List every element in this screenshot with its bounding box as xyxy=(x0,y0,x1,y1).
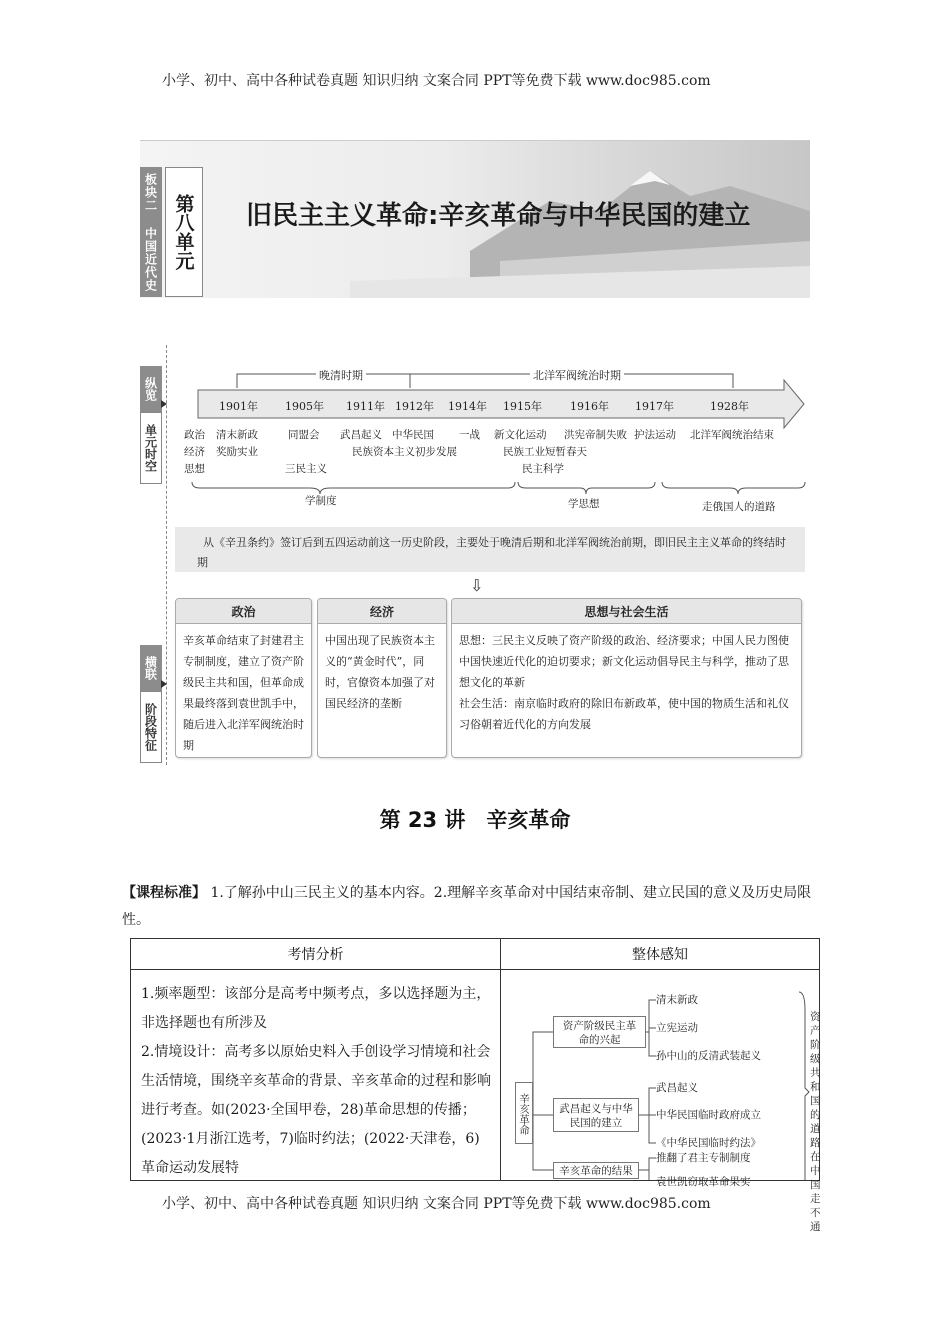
timeline-event: 北洋军阀统治结束 xyxy=(690,429,774,441)
unit-title: 旧民主主义革命:辛亥革命与中华民国的建立 xyxy=(246,201,751,231)
exam-analysis-text: 1.频率题型：该部分是高考中频考点，多以选择题为主，非选择题也有所涉及 2.情境设计：高考多以原始史料入手创设学习情境和社会生活情境，围绕辛亥革命的背景、辛亥革命的过程和影响进行考查。如(2023·全国甲卷，28)革命思想的传播；(2023·1月浙江选考，7)临时约法；(2022·天津卷，6)革命运动发展特 xyxy=(141,986,491,1176)
page-footer: 小学、初中、高中各种试卷真题 知识归纳 文案合同 PPT等免费下载 www.doc985.com xyxy=(162,1196,711,1212)
side-divider xyxy=(166,345,167,765)
timeline-event: 护法运动 xyxy=(634,429,676,441)
timeline-year: 1912年 xyxy=(395,400,434,413)
bracket-label: 走俄国人的道路 xyxy=(702,501,776,513)
course-standard xyxy=(122,880,822,934)
card-thought-title: 思想与社会生活 xyxy=(452,599,801,624)
mindmap-leaf: 立宪运动 xyxy=(656,1022,698,1034)
timeline-event: 民族工业短暂春天 xyxy=(503,446,587,458)
table-header-overview: 整体感知 xyxy=(501,939,820,970)
bracket-label: 学制度 xyxy=(305,495,337,507)
mindmap-leaf: 中华民国临时政府成立 xyxy=(656,1109,761,1121)
tab-pointer-icon xyxy=(161,680,167,688)
stage-summary: 从《辛丑条约》签订后到五四运动前这一历史阶段，主要处于晚清后期和北洋军阀统治前期，即旧民主主义革命的终结时期 xyxy=(175,527,805,572)
down-arrow-icon: ⇩ xyxy=(470,576,484,595)
mindmap xyxy=(501,970,821,1233)
page-header: 小学、初中、高中各种试卷真题 知识归纳 文案合同 PPT等免费下载 www.doc985.com xyxy=(162,73,711,89)
timeline-year: 1905年 xyxy=(285,400,324,413)
card-politics-title: 政治 xyxy=(176,599,311,624)
mindmap-leaf: 武昌起义 xyxy=(656,1082,698,1094)
row-label-thought: 思想 xyxy=(184,463,205,475)
timeline-event: 一战 xyxy=(459,429,480,441)
lecture-title: 第 23 讲 辛亥革命 xyxy=(379,808,571,832)
mindmap-branch-3: 辛亥革命的结果 xyxy=(553,1162,639,1179)
timeline-event: 武昌起义 xyxy=(340,429,382,441)
mindmap-leaf: 袁世凯窃取革命果实 xyxy=(656,1176,751,1188)
timeline-year: 1911年 xyxy=(346,400,385,413)
timeline-event: 洪宪帝制失败 xyxy=(564,429,627,441)
tab-pointer-icon xyxy=(161,400,167,408)
timeline-event: 民族资本主义初步发展 xyxy=(352,446,457,458)
mindmap-leaf: 孙中山的反清武装起义 xyxy=(656,1050,761,1062)
timeline-event: 奖励实业 xyxy=(216,446,258,458)
section-label: 板块二 中国近代史 xyxy=(140,167,162,297)
mindmap-root: 辛亥革命 xyxy=(515,1082,533,1144)
tab-cross-link: 横联 xyxy=(140,645,162,691)
card-economy-title: 经济 xyxy=(318,599,446,624)
card-thought-body-1: 思想：三民主义反映了资产阶级的政治、经济要求；中国人民力图使中国快速近代化的迫切要求；新文化运动倡导民主与科学，推动了思想文化的革新 xyxy=(459,634,789,689)
timeline-event: 中华民国 xyxy=(392,429,434,441)
table-header-analysis: 考情分析 xyxy=(131,939,501,970)
timeline-year: 1928年 xyxy=(710,400,749,413)
card-politics xyxy=(175,598,312,758)
course-standard-text: 1.了解孙中山三民主义的基本内容。2.理解辛亥革命对中国结束帝制、建立民国的意义及历史局限性。 xyxy=(122,885,812,928)
timeline-event: 清末新政 xyxy=(216,429,258,441)
timeline-year: 1915年 xyxy=(503,400,542,413)
bracket-label: 学思想 xyxy=(568,498,600,510)
mindmap-leaf: 清末新政 xyxy=(656,994,698,1006)
card-economy-body: 中国出现了民族资本主义的“黄金时代”，同时，官僚资本加强了对国民经济的垄断 xyxy=(325,634,435,710)
timeline-event: 同盟会 xyxy=(288,429,320,441)
timeline-year: 1917年 xyxy=(635,400,674,413)
tab-overview: 纵览 xyxy=(140,366,162,412)
course-standard-label: 【课程标准】 xyxy=(122,885,206,901)
mindmap-leaf: 《中华民国临时约法》 xyxy=(656,1137,761,1149)
mindmap-branch-2: 武昌起义与中华民国的建立 xyxy=(553,1098,639,1132)
tab-unit-timespace: 单元时空 xyxy=(140,412,162,484)
period-beiyang-label: 北洋军阀统治时期 xyxy=(530,367,624,383)
mindmap-branch-1: 资产阶级民主革命的兴起 xyxy=(553,1016,646,1048)
row-label-politics: 政治 xyxy=(184,429,205,441)
timeline-event: 民主科学 xyxy=(522,463,564,475)
card-economy xyxy=(317,598,447,758)
tab-stage-features: 阶段特征 xyxy=(140,691,162,763)
timeline-event: 三民主义 xyxy=(285,463,327,475)
card-thought-body-2: 社会生活：南京临时政府的除旧布新政革，使中国的物质生活和礼仪习俗朝着近代化的方向发展 xyxy=(459,697,789,731)
card-thought-society xyxy=(451,598,802,758)
timeline-year: 1914年 xyxy=(448,400,487,413)
mindmap-leaf: 推翻了君主专制制度 xyxy=(656,1152,751,1164)
mindmap-conclusion: 资产阶级共和国的道路在中国走不通 xyxy=(810,1011,821,1233)
timeline-year: 1901年 xyxy=(219,400,258,413)
unit-label: 第八单元 xyxy=(165,167,203,297)
row-label-economy: 经济 xyxy=(184,446,205,458)
card-politics-body: 辛亥革命结束了封建君主专制制度，建立了资产阶级民主共和国，但革命成果最终落到袁世凯手中，随后进入北洋军阀统治时期 xyxy=(183,634,304,752)
timeline-year: 1916年 xyxy=(570,400,609,413)
timeline-event: 新文化运动 xyxy=(494,429,547,441)
period-qing-label: 晚清时期 xyxy=(316,367,366,383)
